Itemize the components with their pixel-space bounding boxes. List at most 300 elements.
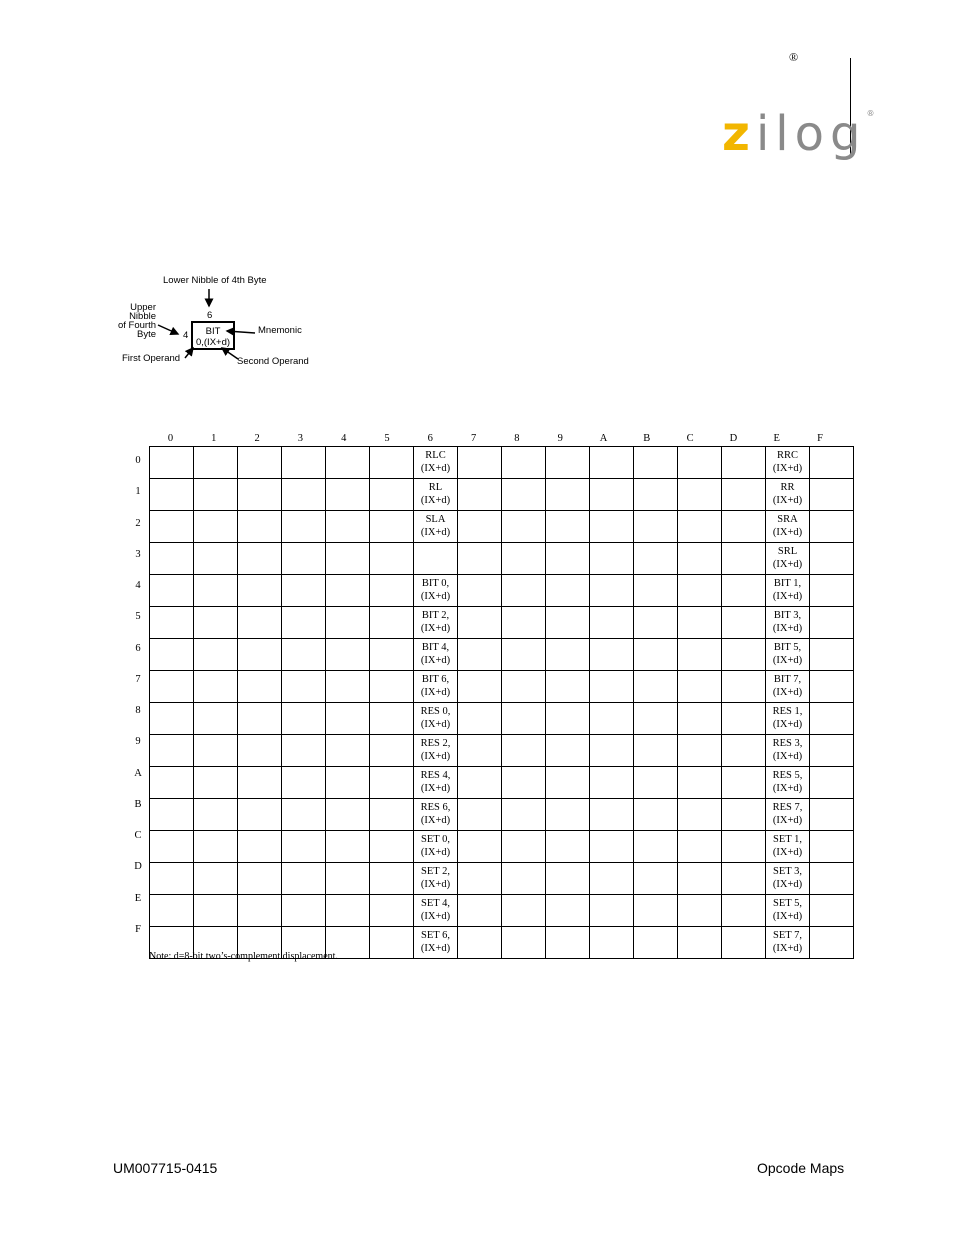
opcode-cell bbox=[634, 895, 678, 927]
opcode-cell bbox=[194, 895, 238, 927]
opcode-mnemonic: RES 3, bbox=[772, 738, 803, 749]
opcode-cell bbox=[502, 927, 546, 959]
opcode-cell bbox=[150, 671, 194, 703]
opcode-cell bbox=[502, 479, 546, 511]
opcode-cell bbox=[150, 575, 194, 607]
opcode-cell bbox=[678, 863, 722, 895]
opcode-cell bbox=[590, 639, 634, 671]
opcode-cell bbox=[766, 799, 810, 831]
opcode-cell bbox=[238, 671, 282, 703]
opcode-cell bbox=[502, 895, 546, 927]
opcode-cell bbox=[326, 895, 370, 927]
opcode-cell bbox=[678, 575, 722, 607]
opcode-operand: (IX+d) bbox=[420, 878, 451, 890]
upper-nibble-label-line: Nibble bbox=[129, 311, 156, 322]
opcode-mnemonic: BIT 4, bbox=[421, 642, 450, 653]
opcode-cell bbox=[766, 927, 810, 959]
opcode-row bbox=[150, 479, 854, 511]
opcode-cell bbox=[282, 639, 326, 671]
opcode-cell bbox=[326, 447, 370, 479]
opcode-cell bbox=[194, 863, 238, 895]
opcode-cell bbox=[502, 671, 546, 703]
column-header: C bbox=[686, 433, 694, 444]
opcode-operand: (IX+d) bbox=[420, 814, 451, 826]
opcode-cell bbox=[766, 447, 810, 479]
opcode-map-table bbox=[149, 446, 854, 959]
opcode-cell bbox=[194, 575, 238, 607]
opcode-cell bbox=[546, 479, 590, 511]
opcode-operand: (IX+d) bbox=[772, 622, 803, 634]
opcode-cell bbox=[458, 927, 502, 959]
opcode-mnemonic: BIT 1, bbox=[773, 578, 802, 589]
opcode-row bbox=[150, 671, 854, 703]
opcode-cell bbox=[634, 735, 678, 767]
opcode-cell bbox=[634, 831, 678, 863]
opcode-cell bbox=[634, 607, 678, 639]
opcode-cell bbox=[282, 511, 326, 543]
opcode-operand: (IX+d) bbox=[772, 654, 803, 666]
opcode-cell bbox=[678, 735, 722, 767]
opcode-cell bbox=[194, 703, 238, 735]
opcode-cell bbox=[458, 575, 502, 607]
opcode-cell bbox=[194, 479, 238, 511]
opcode-cell bbox=[282, 607, 326, 639]
opcode-cell bbox=[194, 831, 238, 863]
opcode-cell bbox=[546, 735, 590, 767]
opcode-cell bbox=[678, 479, 722, 511]
opcode-cell bbox=[150, 607, 194, 639]
row-header: F bbox=[135, 923, 141, 935]
opcode-mnemonic: SET 6, bbox=[421, 930, 450, 941]
opcode-cell bbox=[458, 671, 502, 703]
opcode-cell bbox=[282, 575, 326, 607]
opcode-cell bbox=[722, 511, 766, 543]
opcode-cell bbox=[502, 575, 546, 607]
row-header: A bbox=[134, 767, 142, 779]
column-header: 1 bbox=[211, 433, 217, 444]
opcode-cell bbox=[590, 767, 634, 799]
opcode-cell bbox=[546, 607, 590, 639]
opcode-cell bbox=[370, 895, 414, 927]
opcode-cell bbox=[282, 671, 326, 703]
opcode-cell bbox=[194, 735, 238, 767]
opcode-cell bbox=[370, 607, 414, 639]
opcode-row bbox=[150, 511, 854, 543]
opcode-cell bbox=[810, 575, 854, 607]
row-header: 0 bbox=[135, 455, 141, 466]
opcode-operand: (IX+d) bbox=[772, 494, 803, 506]
opcode-cell bbox=[766, 863, 810, 895]
opcode-cell bbox=[414, 895, 458, 927]
opcode-mnemonic: BIT 5, bbox=[773, 642, 802, 653]
opcode-cell bbox=[766, 767, 810, 799]
opcode-cell bbox=[238, 543, 282, 575]
opcode-cell bbox=[414, 799, 458, 831]
opcode-cell bbox=[590, 927, 634, 959]
row-header: 3 bbox=[135, 548, 141, 560]
zilog-logo bbox=[722, 106, 875, 162]
opcode-cell bbox=[810, 799, 854, 831]
opcode-cell bbox=[150, 863, 194, 895]
opcode-mnemonic: SLA bbox=[425, 514, 446, 525]
opcode-cell bbox=[810, 735, 854, 767]
column-header: D bbox=[729, 433, 738, 444]
lower-nibble-label: Lower Nibble of 4th Byte bbox=[163, 275, 267, 286]
opcode-cell bbox=[810, 671, 854, 703]
opcode-cell bbox=[326, 607, 370, 639]
opcode-cell bbox=[634, 639, 678, 671]
opcode-mnemonic: RR bbox=[780, 482, 795, 493]
opcode-cell bbox=[766, 479, 810, 511]
column-header: 8 bbox=[514, 433, 520, 444]
opcode-mnemonic: RES 1, bbox=[772, 706, 803, 717]
opcode-mnemonic: RLC bbox=[425, 450, 446, 461]
opcode-cell bbox=[766, 671, 810, 703]
opcode-cell bbox=[722, 543, 766, 575]
opcode-cell bbox=[590, 543, 634, 575]
opcode-cell bbox=[722, 703, 766, 735]
opcode-cell bbox=[546, 863, 590, 895]
opcode-cell bbox=[546, 831, 590, 863]
opcode-cell bbox=[414, 735, 458, 767]
opcode-cell bbox=[590, 607, 634, 639]
mnemonic-arrow bbox=[227, 331, 255, 333]
opcode-cell bbox=[414, 863, 458, 895]
opcode-cell bbox=[414, 543, 458, 575]
opcode-cell bbox=[326, 671, 370, 703]
opcode-cell bbox=[722, 671, 766, 703]
opcode-cell bbox=[326, 735, 370, 767]
opcode-cell bbox=[150, 735, 194, 767]
opcode-cell bbox=[810, 543, 854, 575]
opcode-cell bbox=[634, 511, 678, 543]
opcode-cell bbox=[414, 607, 458, 639]
opcode-cell bbox=[458, 863, 502, 895]
opcode-cell bbox=[370, 479, 414, 511]
row-header: B bbox=[134, 798, 142, 810]
opcode-cell bbox=[194, 639, 238, 671]
opcode-cell bbox=[458, 895, 502, 927]
opcode-operand: (IX+d) bbox=[420, 782, 451, 794]
opcode-cell bbox=[282, 799, 326, 831]
opcode-cell bbox=[634, 671, 678, 703]
upper-nibble-label-line: Upper bbox=[130, 302, 156, 313]
first-operand-arrow bbox=[185, 348, 193, 358]
opcode-cell bbox=[370, 543, 414, 575]
opcode-cell bbox=[766, 703, 810, 735]
opcode-cell bbox=[810, 479, 854, 511]
section-title: Opcode Maps bbox=[757, 1160, 845, 1176]
row-header: 5 bbox=[135, 611, 141, 623]
opcode-cell bbox=[634, 543, 678, 575]
opcode-mnemonic: BIT 3, bbox=[773, 610, 802, 621]
opcode-cell bbox=[238, 479, 282, 511]
column-header: 0 bbox=[167, 433, 174, 444]
opcode-cell bbox=[810, 447, 854, 479]
opcode-cell bbox=[502, 799, 546, 831]
opcode-operand: (IX+d) bbox=[772, 910, 803, 922]
opcode-cell bbox=[722, 863, 766, 895]
opcode-cell bbox=[370, 927, 414, 959]
opcode-cell bbox=[502, 767, 546, 799]
opcode-cell bbox=[810, 831, 854, 863]
opcode-operand: (IX+d) bbox=[420, 654, 451, 666]
legend-mnemonic: BIT bbox=[205, 326, 221, 337]
opcode-cell bbox=[150, 543, 194, 575]
row-header: 9 bbox=[135, 736, 141, 748]
upper-nibble-label-line: of Fourth bbox=[117, 320, 156, 331]
opcode-cell bbox=[150, 767, 194, 799]
opcode-cell bbox=[722, 799, 766, 831]
opcode-cell bbox=[458, 799, 502, 831]
row-header: C bbox=[134, 830, 142, 841]
opcode-cell bbox=[238, 639, 282, 671]
opcode-cell bbox=[370, 671, 414, 703]
opcode-operand: (IX+d) bbox=[772, 814, 803, 826]
opcode-cell bbox=[722, 831, 766, 863]
opcode-cell bbox=[502, 735, 546, 767]
opcode-cell bbox=[326, 479, 370, 511]
opcode-operand: (IX+d) bbox=[420, 462, 451, 474]
opcode-cell bbox=[238, 447, 282, 479]
opcode-cell bbox=[590, 735, 634, 767]
upper-nibble-arrow bbox=[158, 325, 178, 334]
opcode-cell bbox=[238, 799, 282, 831]
mnemonic-label: Mnemonic bbox=[258, 325, 302, 336]
opcode-cell bbox=[634, 479, 678, 511]
opcode-operand: (IX+d) bbox=[772, 942, 803, 954]
opcode-mnemonic: RES 0, bbox=[420, 706, 451, 717]
opcode-cell bbox=[502, 831, 546, 863]
opcode-cell bbox=[326, 575, 370, 607]
opcode-cell bbox=[150, 831, 194, 863]
opcode-row bbox=[150, 639, 854, 671]
opcode-cell bbox=[238, 831, 282, 863]
opcode-cell bbox=[238, 607, 282, 639]
opcode-operand: (IX+d) bbox=[772, 462, 803, 474]
opcode-cell bbox=[458, 479, 502, 511]
row-header: 1 bbox=[135, 486, 141, 498]
opcode-cell bbox=[590, 479, 634, 511]
opcode-cell bbox=[766, 575, 810, 607]
opcode-operand: (IX+d) bbox=[772, 846, 803, 858]
opcode-cell bbox=[634, 799, 678, 831]
opcode-cell bbox=[502, 511, 546, 543]
opcode-cell bbox=[282, 543, 326, 575]
opcode-operand: (IX+d) bbox=[420, 750, 451, 762]
opcode-cell bbox=[150, 895, 194, 927]
opcode-cell bbox=[370, 639, 414, 671]
opcode-cell bbox=[370, 735, 414, 767]
opcode-operand: (IX+d) bbox=[772, 686, 803, 698]
logo-rest: ilog bbox=[755, 106, 867, 162]
opcode-cell bbox=[370, 703, 414, 735]
opcode-cell bbox=[282, 895, 326, 927]
registered-mark: ® bbox=[789, 50, 799, 64]
opcode-cell bbox=[546, 639, 590, 671]
opcode-cell bbox=[810, 607, 854, 639]
opcode-cell bbox=[414, 703, 458, 735]
logo-trademark: ® bbox=[866, 109, 875, 118]
opcode-operand: (IX+d) bbox=[420, 910, 451, 922]
opcode-cell bbox=[282, 831, 326, 863]
opcode-mnemonic: SET 2, bbox=[421, 866, 450, 877]
column-header: 3 bbox=[297, 433, 304, 444]
opcode-cell bbox=[546, 927, 590, 959]
opcode-mnemonic: BIT 0, bbox=[421, 578, 450, 589]
opcode-cell bbox=[678, 799, 722, 831]
opcode-cell bbox=[722, 895, 766, 927]
opcode-cell bbox=[634, 447, 678, 479]
lower-nibble-value: 6 bbox=[207, 310, 213, 321]
column-header: E bbox=[773, 433, 780, 444]
first-operand-label: First Operand bbox=[122, 353, 181, 364]
opcode-operand: (IX+d) bbox=[772, 526, 803, 538]
opcode-cell bbox=[678, 543, 722, 575]
opcode-cell bbox=[722, 639, 766, 671]
opcode-row bbox=[150, 799, 854, 831]
opcode-cell bbox=[678, 831, 722, 863]
legend-arrows bbox=[0, 0, 320, 380]
opcode-mnemonic: BIT 6, bbox=[421, 674, 450, 685]
opcode-cell bbox=[810, 927, 854, 959]
opcode-row bbox=[150, 895, 854, 927]
opcode-cell bbox=[810, 703, 854, 735]
opcode-cell bbox=[678, 447, 722, 479]
opcode-cell bbox=[150, 447, 194, 479]
opcode-cell bbox=[414, 575, 458, 607]
opcode-row bbox=[150, 863, 854, 895]
opcode-cell bbox=[678, 927, 722, 959]
opcode-cell bbox=[414, 831, 458, 863]
opcode-operand: (IX+d) bbox=[772, 718, 803, 730]
opcode-cell bbox=[634, 863, 678, 895]
opcode-operand: (IX+d) bbox=[772, 558, 803, 570]
opcode-cell bbox=[282, 863, 326, 895]
displacement-note: Note: d=8-bit two’s-complement displacement. bbox=[149, 951, 338, 962]
opcode-cell bbox=[238, 511, 282, 543]
opcode-mnemonic: RES 4, bbox=[420, 770, 451, 781]
opcode-cell bbox=[546, 511, 590, 543]
opcode-cell bbox=[194, 671, 238, 703]
column-header: F bbox=[817, 433, 823, 444]
opcode-cell bbox=[590, 703, 634, 735]
opcode-cell bbox=[326, 703, 370, 735]
column-header: 9 bbox=[557, 433, 563, 444]
opcode-cell bbox=[414, 767, 458, 799]
opcode-operand: (IX+d) bbox=[420, 590, 451, 602]
opcode-cell bbox=[634, 703, 678, 735]
opcode-cell bbox=[238, 863, 282, 895]
opcode-row bbox=[150, 831, 854, 863]
opcode-cell bbox=[590, 863, 634, 895]
opcode-row bbox=[150, 575, 854, 607]
opcode-cell bbox=[722, 447, 766, 479]
opcode-cell bbox=[326, 511, 370, 543]
opcode-row bbox=[150, 703, 854, 735]
opcode-cell bbox=[458, 767, 502, 799]
opcode-cell bbox=[150, 511, 194, 543]
opcode-cell bbox=[502, 703, 546, 735]
logo-z: z bbox=[722, 106, 756, 162]
upper-nibble-label-line: Byte bbox=[136, 329, 156, 340]
opcode-cell bbox=[458, 607, 502, 639]
opcode-cell bbox=[722, 479, 766, 511]
opcode-cell bbox=[370, 863, 414, 895]
opcode-cell bbox=[238, 767, 282, 799]
opcode-mnemonic: RRC bbox=[776, 450, 798, 461]
opcode-cell bbox=[546, 543, 590, 575]
opcode-cell bbox=[766, 511, 810, 543]
opcode-cell bbox=[370, 831, 414, 863]
opcode-cell bbox=[810, 863, 854, 895]
row-header: D bbox=[134, 861, 142, 873]
second-operand-label: Second Operand bbox=[237, 356, 309, 367]
opcode-cell bbox=[590, 831, 634, 863]
opcode-cell bbox=[634, 927, 678, 959]
opcode-cell bbox=[150, 703, 194, 735]
opcode-cell bbox=[678, 671, 722, 703]
opcode-operand: (IX+d) bbox=[772, 750, 803, 762]
opcode-mnemonic: SET 5, bbox=[773, 898, 802, 909]
upper-nibble-value: 4 bbox=[183, 330, 189, 341]
opcode-mnemonic: RES 5, bbox=[772, 770, 803, 781]
opcode-cell bbox=[370, 575, 414, 607]
opcode-cell bbox=[766, 735, 810, 767]
opcode-cell bbox=[546, 447, 590, 479]
row-header: E bbox=[134, 892, 142, 904]
column-header: B bbox=[643, 433, 651, 444]
row-header: 7 bbox=[135, 673, 141, 685]
opcode-mnemonic: RES 2, bbox=[420, 738, 451, 749]
opcode-cell bbox=[722, 607, 766, 639]
opcode-cell bbox=[194, 607, 238, 639]
opcode-cell bbox=[458, 831, 502, 863]
opcode-cell bbox=[282, 767, 326, 799]
opcode-cell bbox=[282, 447, 326, 479]
opcode-cell bbox=[766, 639, 810, 671]
opcode-cell bbox=[458, 447, 502, 479]
opcode-cell bbox=[194, 511, 238, 543]
opcode-operand: (IX+d) bbox=[420, 686, 451, 698]
opcode-cell bbox=[502, 639, 546, 671]
opcode-cell bbox=[458, 735, 502, 767]
opcode-cell bbox=[810, 767, 854, 799]
opcode-cell bbox=[546, 703, 590, 735]
opcode-cell bbox=[458, 639, 502, 671]
opcode-cell bbox=[458, 511, 502, 543]
opcode-cell bbox=[678, 511, 722, 543]
opcode-cell bbox=[414, 447, 458, 479]
opcode-cell bbox=[546, 575, 590, 607]
column-header: 2 bbox=[254, 433, 260, 444]
opcode-cell bbox=[590, 511, 634, 543]
column-header: A bbox=[599, 433, 608, 444]
opcode-cell bbox=[766, 831, 810, 863]
opcode-cell bbox=[810, 511, 854, 543]
opcode-cell bbox=[238, 703, 282, 735]
column-header: 4 bbox=[341, 433, 347, 444]
row-header: 2 bbox=[135, 517, 141, 529]
opcode-row bbox=[150, 447, 854, 479]
opcode-cell bbox=[194, 543, 238, 575]
opcode-mnemonic: BIT 7, bbox=[773, 674, 802, 685]
opcode-cell bbox=[282, 479, 326, 511]
opcode-operand: (IX+d) bbox=[772, 878, 803, 890]
opcode-cell bbox=[722, 735, 766, 767]
opcode-cell bbox=[150, 639, 194, 671]
column-header: 6 bbox=[427, 433, 433, 444]
